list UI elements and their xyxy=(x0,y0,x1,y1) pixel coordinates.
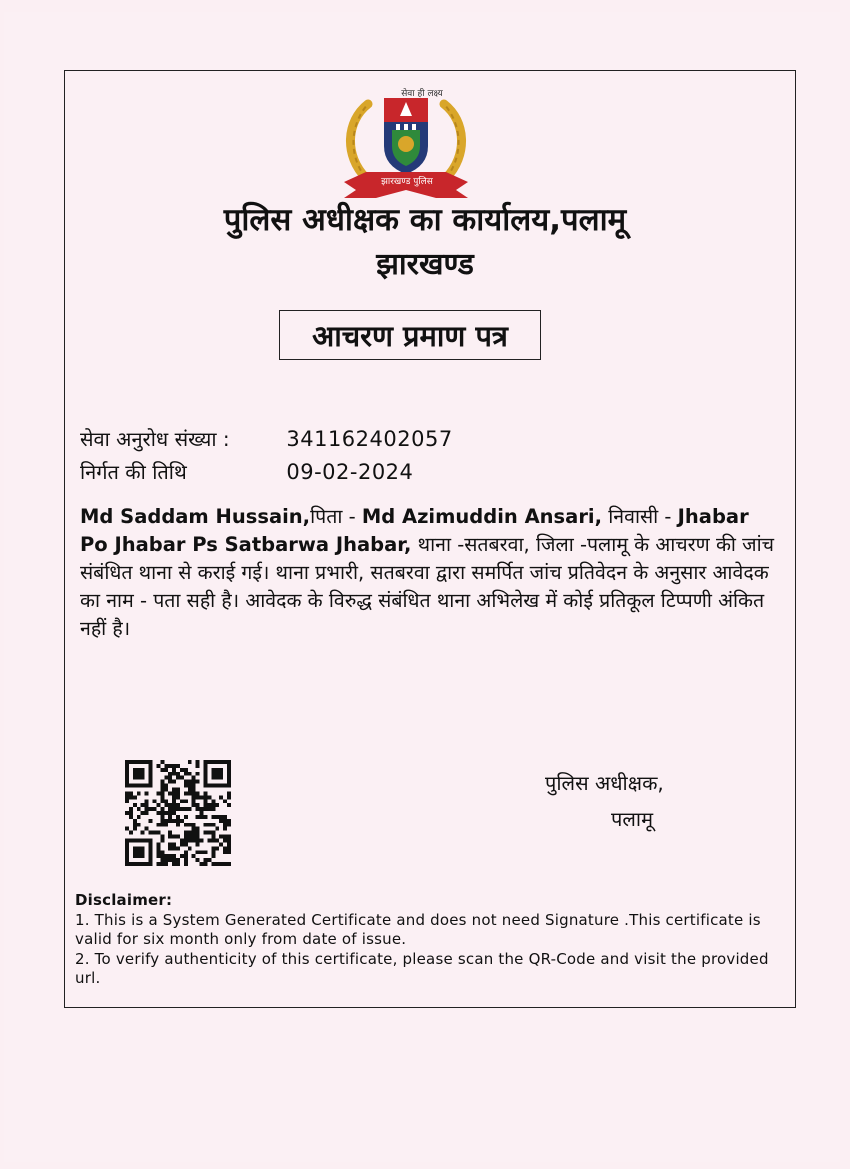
service-request-label: सेवा अनुरोध संख्या : xyxy=(80,427,230,451)
jharkhand-police-emblem-icon xyxy=(336,86,476,206)
disclaimer-line-1: 1. This is a System Generated Certificate and does not need Signature .This certificate is valid for six month only from date of issue. xyxy=(75,910,761,948)
signatory-block xyxy=(545,765,664,837)
issue-date-label: निर्गत की तिथि xyxy=(80,460,187,484)
service-request-number: 341162402057 xyxy=(286,427,453,451)
residence-label: निवासी - xyxy=(602,505,672,528)
emblem-ribbon-text: झारखण्ड पुलिस xyxy=(381,177,433,187)
office-title: पुलिस अधीक्षक का कार्यालय,पलामू xyxy=(223,202,627,238)
emblem-motto: सेवा ही लक्ष्य xyxy=(401,89,443,99)
applicant-address: Jhabar Po Jhabar Ps Satbarwa Jhabar, xyxy=(80,505,749,556)
signatory-designation: पुलिस अधीक्षक, xyxy=(545,771,664,795)
office-state: झारखण्ड xyxy=(376,247,474,282)
body-remaining-text: थाना -सतबरवा, जिला -पलामू के आचरण की जांच संबंधित थाना से कराई गई। थाना प्रभारी, सतबरवा द्वारा समर्पित जांच प्रतिवेदन के अनुसार आवेदक का नाम - पता सही है। आवेदक के विरुद्ध संबंधित थाना अभिलेख में कोई प्रतिकूल टिप्पणी अंकित नहीं है। xyxy=(80,533,775,640)
father-name: Md Azimuddin Ansari, xyxy=(361,505,603,528)
applicant-name: Md Saddam Hussain, xyxy=(80,505,311,528)
issue-date-row xyxy=(80,458,413,485)
father-label: पिता - xyxy=(310,505,362,528)
certificate-title: आचरण प्रमाण पत्र xyxy=(279,310,541,360)
disclaimer-heading: Disclaimer: xyxy=(75,891,173,909)
issue-date: 09-02-2024 xyxy=(286,460,414,484)
qr-code-icon[interactable] xyxy=(124,760,232,866)
service-request-row xyxy=(80,425,453,452)
disclaimer xyxy=(75,891,775,989)
disclaimer-line-2: 2. To verify authenticity of this certificate, please scan the QR-Code and visit the provided url. xyxy=(75,949,769,987)
signatory-place: पलामू xyxy=(611,807,654,831)
certificate-body xyxy=(80,503,780,643)
